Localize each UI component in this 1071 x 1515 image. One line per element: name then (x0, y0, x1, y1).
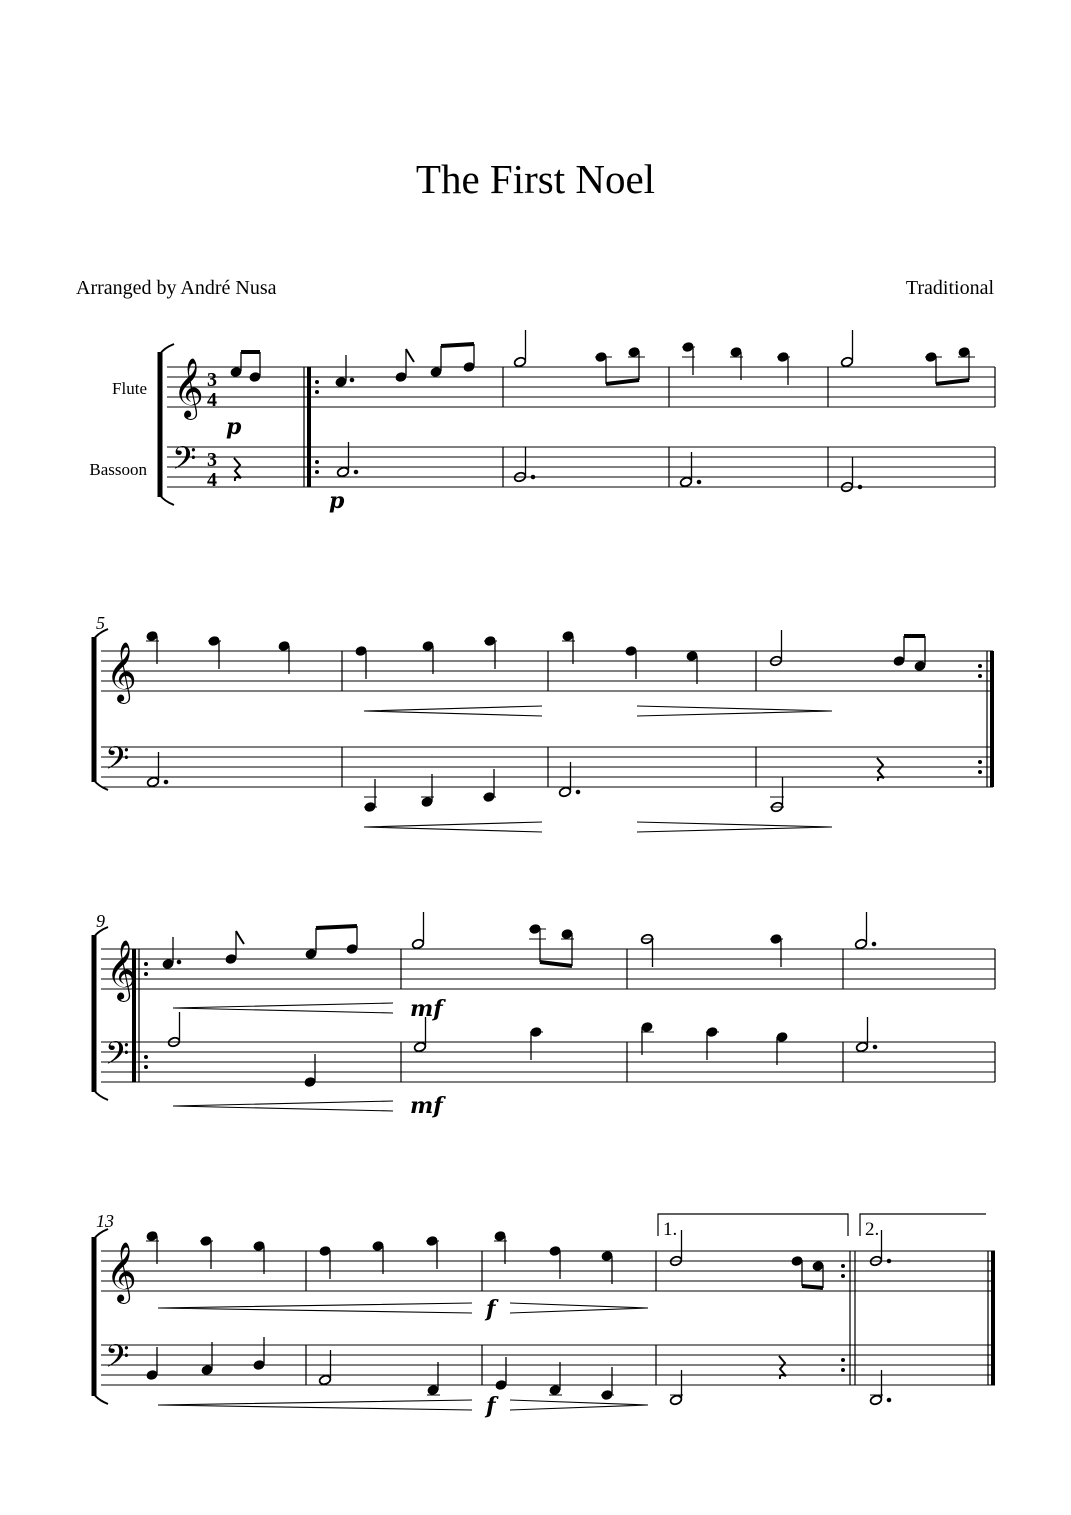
bassoon-notes-system-3 (167, 1012, 876, 1087)
flute-notes-system-1 (230, 330, 975, 387)
treble-clef-icon: 𝄞 (173, 358, 204, 418)
treble-clef-icon: 𝄞 (106, 940, 137, 1000)
system-1 (89, 330, 995, 514)
bassoon-notes-system-2 (146, 752, 884, 813)
system-3 (94, 911, 995, 1119)
score-title: The First Noel (415, 156, 656, 202)
flute-hairpins-system-4 (158, 1303, 648, 1313)
dynamic-mezzo-forte: mf (410, 1093, 443, 1119)
composer-credit: Traditional (905, 277, 994, 299)
system-4 (94, 1211, 995, 1419)
bassoon-notes-system-4 (146, 1337, 891, 1406)
volta-first-ending: 1. (663, 1219, 678, 1240)
flute-notes-system-4 (146, 1230, 891, 1288)
bassoon-hairpins-system-2 (364, 822, 832, 832)
system-2 (94, 613, 993, 832)
arranger-credit: Arranged by André Nusa (76, 277, 277, 299)
time-signature-bottom: 4 (207, 469, 217, 491)
measure-number: 13 (96, 1211, 114, 1231)
dynamic-mezzo-forte: mf (410, 996, 443, 1022)
bass-clef-icon: 𝄢 (172, 440, 197, 484)
bassoon-hairpins-system-3 (173, 1101, 393, 1111)
bassoon-hairpins-system-4 (158, 1400, 648, 1410)
time-signature-bottom: 4 (207, 389, 217, 411)
treble-clef-icon: 𝄞 (106, 642, 137, 702)
dynamic-piano: p (226, 414, 242, 440)
volta-second-ending: 2. (865, 1219, 880, 1240)
instrument-label-flute: Flute (112, 379, 147, 398)
bass-clef-icon: 𝄢 (105, 1035, 130, 1079)
time-signature-top: 3 (207, 369, 217, 391)
bass-clef-icon: 𝄢 (105, 740, 130, 784)
bass-clef-icon: 𝄢 (105, 1338, 130, 1382)
measure-number: 9 (96, 911, 105, 931)
instrument-label-bassoon: Bassoon (89, 460, 147, 479)
treble-clef-icon: 𝄞 (106, 1242, 137, 1302)
time-signature-top: 3 (207, 449, 217, 471)
volta-brackets (658, 1214, 986, 1236)
dynamic-forte: f (486, 1393, 496, 1419)
dynamic-forte: f (486, 1296, 496, 1322)
dynamic-piano: p (329, 488, 345, 514)
measure-number: 5 (96, 613, 105, 633)
flute-hairpins-system-2 (364, 706, 832, 716)
flute-hairpins-system-3 (173, 1003, 393, 1013)
flute-notes-system-2 (146, 630, 926, 684)
flute-notes-system-3 (162, 912, 876, 969)
